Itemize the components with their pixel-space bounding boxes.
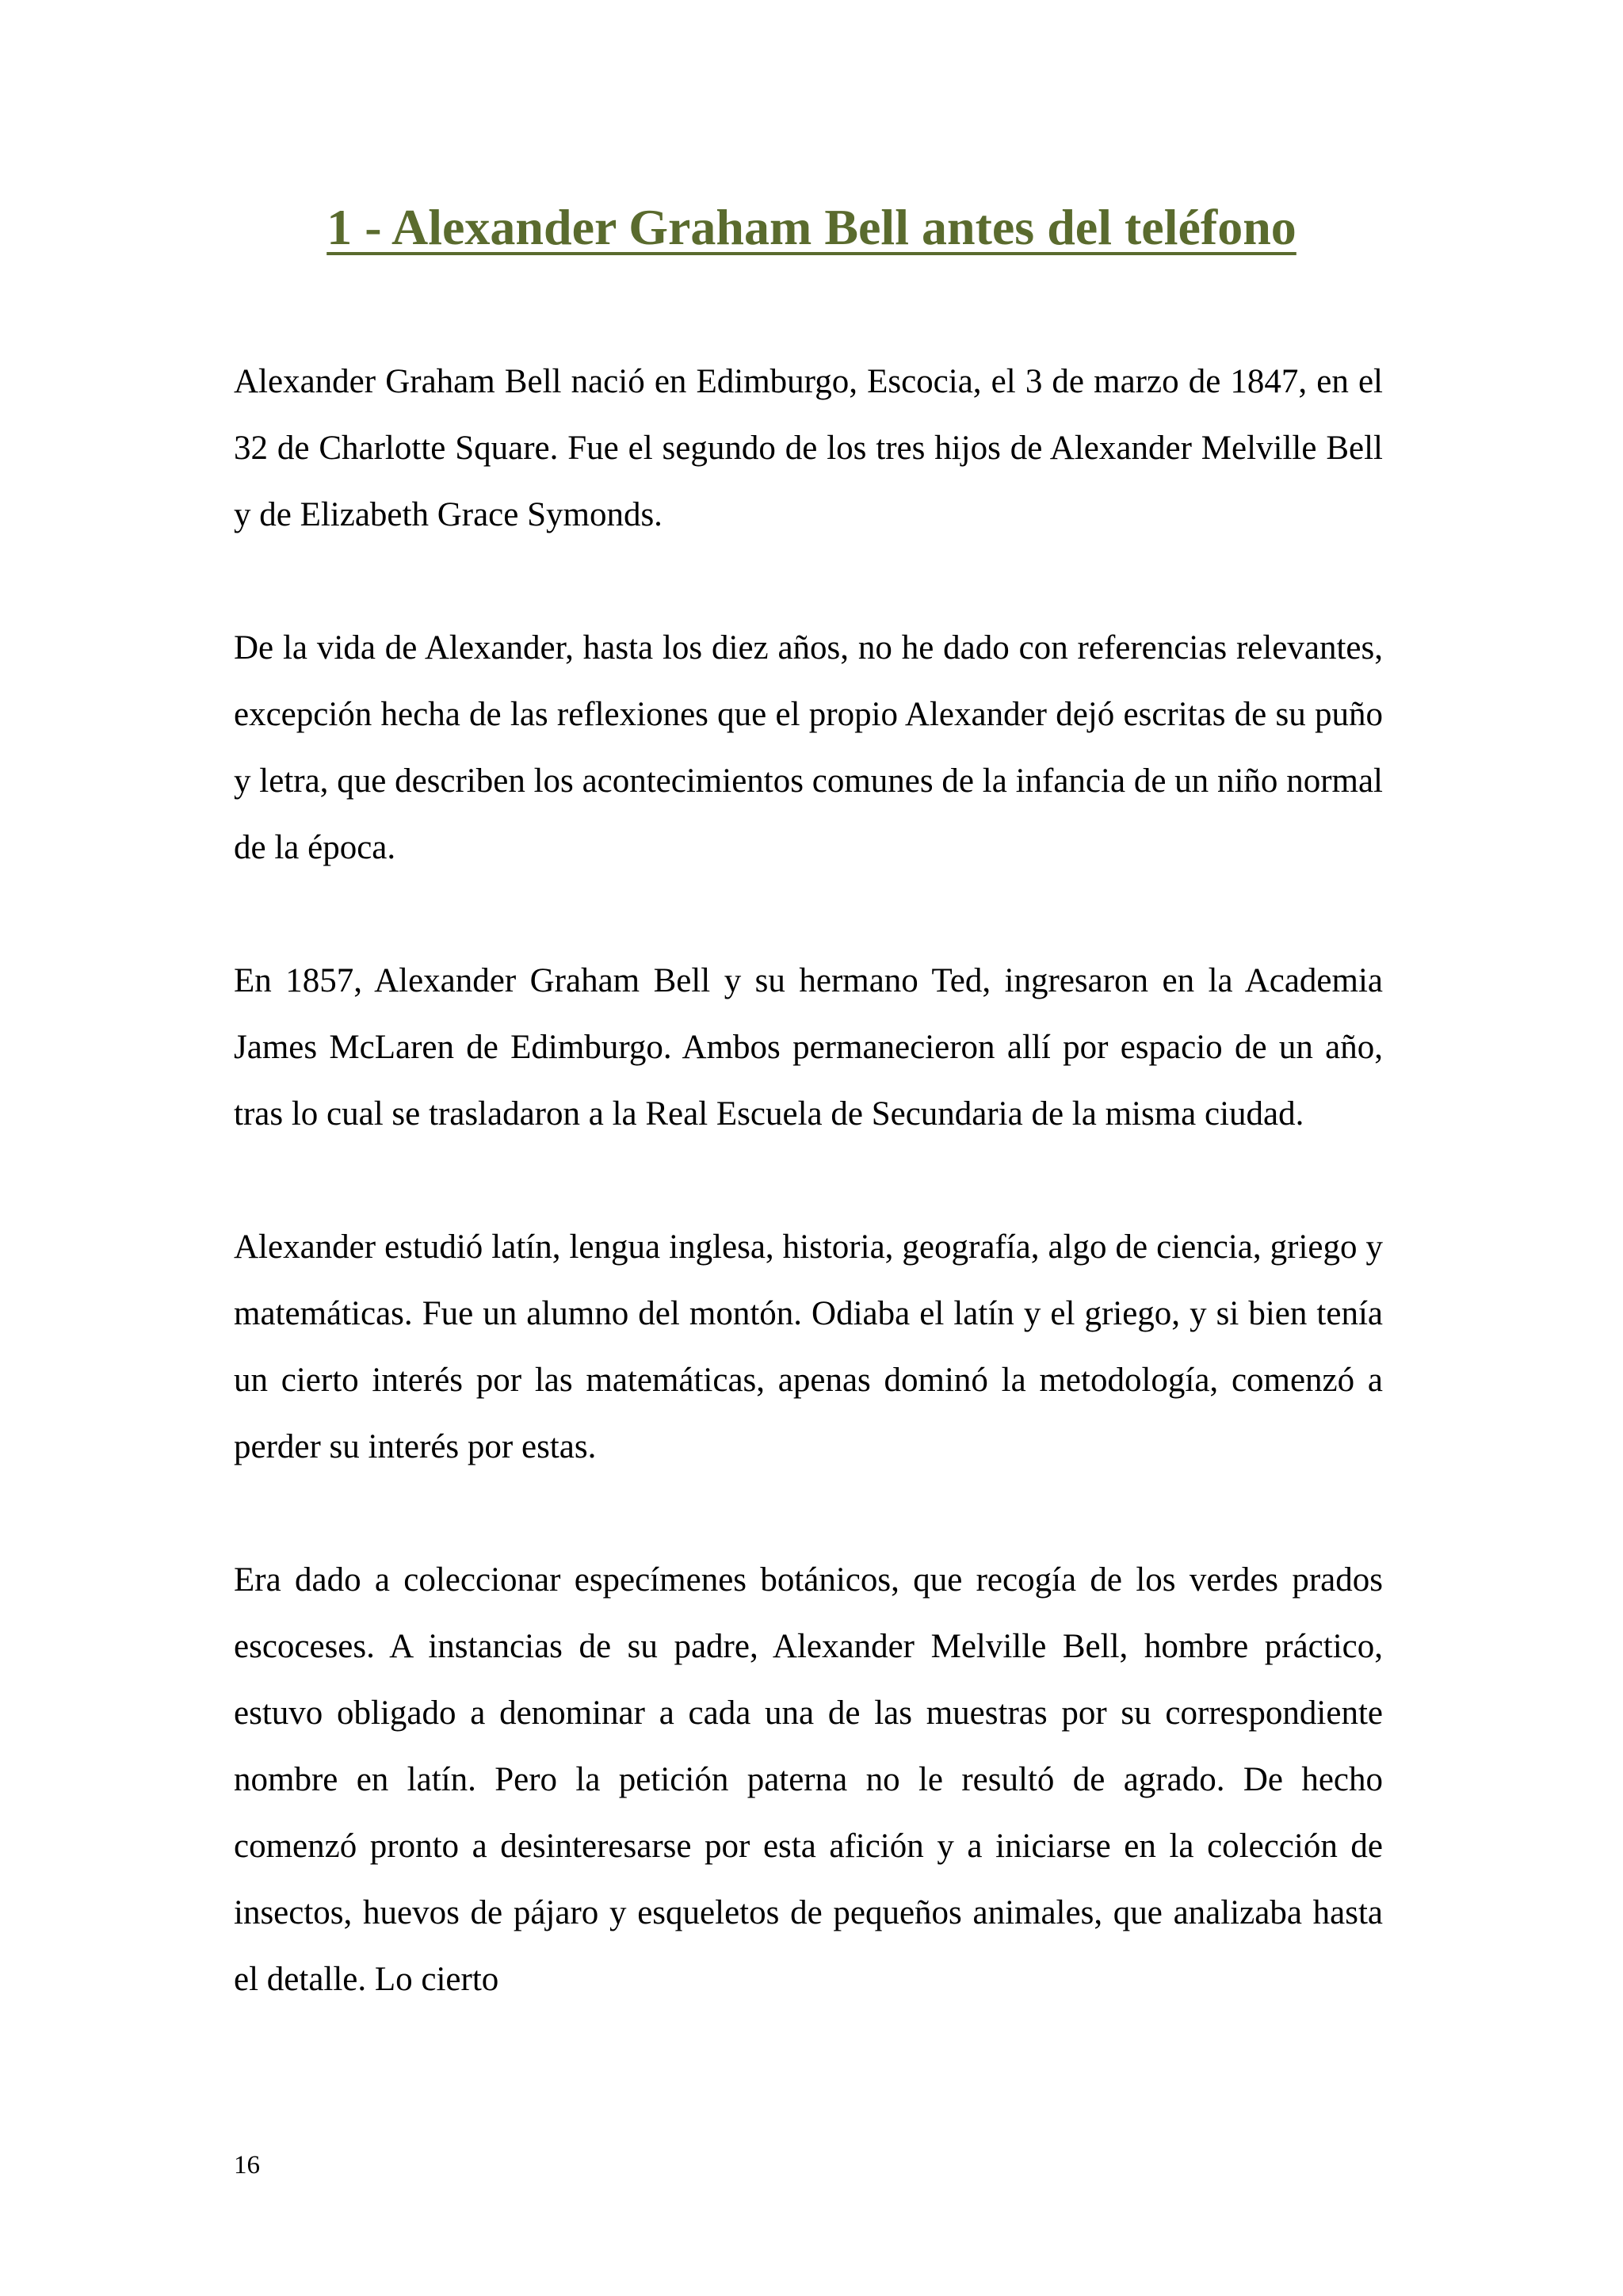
chapter-title-text: 1 - Alexander Graham Bell antes del teléfono [327,199,1296,255]
body-text [234,349,1383,2080]
paragraph-2: De la vida de Alexander, hasta los diez años, no he dado con referencias relevantes, excepción hecha de las reflexiones que el propio Alexander dejó escritas de su puño y letra, que describen los acontecimientos comunes de la infancia de un niño normal de la época. [234,629,1383,866]
page-number: 16 [234,2151,260,2179]
paragraph-4: Alexander estudió latín, lengua inglesa, historia, geografía, algo de ciencia, griego y matemáticas. Fue un alumno del montón. Odiaba el latín y el griego, y si bien tenía un cierto interés por las matemáticas, apenas dominó la metodología, comenzó a perder su interés por estas. [234,1228,1383,1465]
paragraph-5: Era dado a coleccionar especímenes botánicos, que recogía de los verdes prados escoceses. A instancias de su padre, Alexander Melville Bell, hombre práctico, estuvo obligado a denominar a cada una de las muestras por su correspondiente nombre en latín. Pero la petición paterna no le resultó de agrado. De hecho comenzó pronto a desinteresarse por esta afición y a iniciarse en la colección de insectos, huevos de pájaro y esqueletos de pequeños animales, que analizaba hasta el detalle. Lo cierto [234,1561,1383,1998]
paragraph-1: Alexander Graham Bell nació en Edimburgo, Escocia, el 3 de marzo de 1847, en el 32 de Charlotte Square. Fue el segundo de los tres hijos de Alexander Melville Bell y de Elizabeth Grace Symonds. [234,363,1383,533]
chapter-title [0,192,1623,263]
paragraph-3: En 1857, Alexander Graham Bell y su hermano Ted, ingresaron en la Academia James McLaren de Edimburgo. Ambos permanecieron allí por espacio de un año, tras lo cual se trasladaron a la Real Escuela de Secundaria de la misma ciudad. [234,962,1383,1133]
